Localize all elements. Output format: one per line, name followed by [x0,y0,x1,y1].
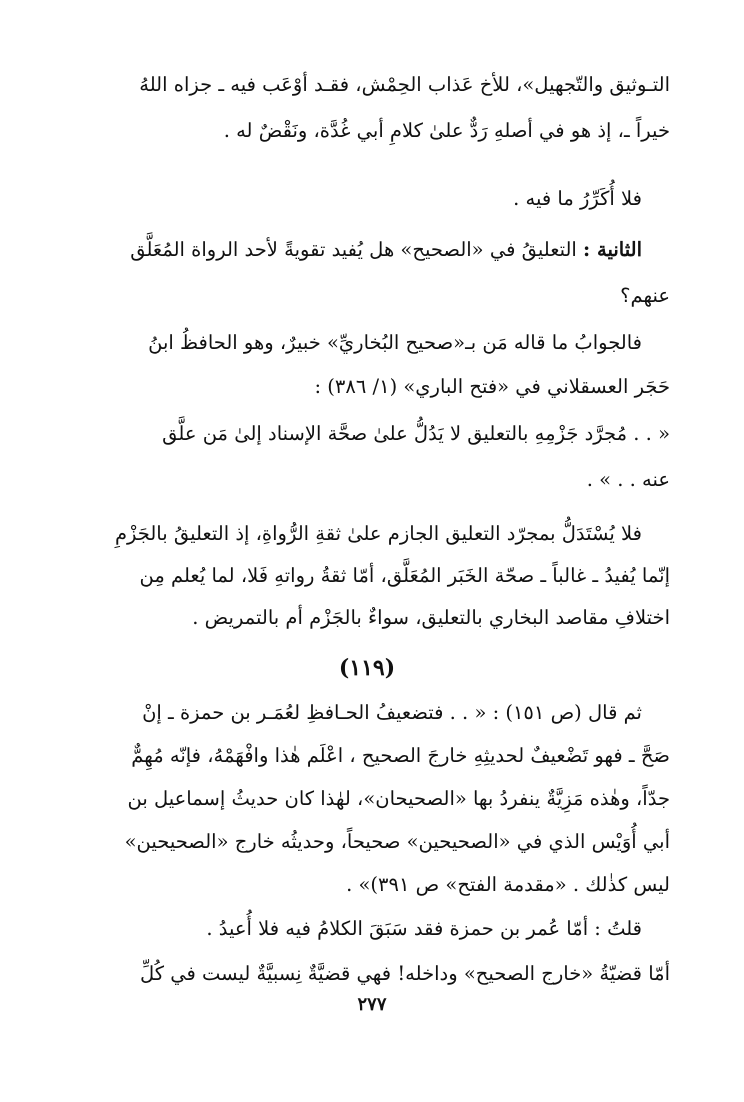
paragraph-3 [64,227,670,319]
text-line: إنّما يُفيدُ ـ غالباً ـ صحّة الخَبَر المُعَلَّق، أمّا ثقةُ رواتهِ فَلا، لما يُعلم مِن [139,564,670,587]
text-line: « . . مُجرَّد جَزْمِهِ بالتعليق لا يَدُلُّ علىٰ صحَّة الإسناد إلىٰ مَن علَّق [162,422,670,445]
quote-paragraph [64,411,670,503]
paragraph-2 [64,177,670,221]
paragraph-1 [64,62,670,167]
paragraph-9 [64,952,670,996]
text-line: جدّاً، وهٰذه مَزِيَّةٌ ينفردُ بها «الصحيحان»، لهٰذا كان حديثُ إسماعيل بن [127,787,670,810]
paragraph-7 [64,691,670,906]
text-line: ثم قال (ص ١٥١) : « . . فتضعيفُ الحـافظِ لعُمَـر بن حمزة ـ إنْ [142,701,642,724]
text-span: التعليقُ في «الصحيح» هل يُفيد تقويةً لأحد الرواة المُعَلَّق [130,238,577,261]
text-line: اختلافِ مقاصد البخاري بالتعليق، سواءٌ بالجَزْم أم بالتمريض . [192,606,670,629]
text-line: قلتُ : أمّا عُمر بن حمزة فقد سَبَقَ الكلامُ فيه فلا أُعيدُ . [206,917,642,940]
text-line [64,227,670,273]
text-line: عنهم؟ [620,284,670,307]
text-line: فلا أُكَرِّرُ ما فيه . [513,187,642,210]
text-line: عنه . . » . [586,468,670,491]
text-line: أمّا قضيّةُ «خارج الصحيح» وداخله! فهي قضيَّةٌ نِسبيَّةٌ ليست في كُلِّ [139,962,670,985]
page-number: ٢٧٧ [357,994,387,1015]
text-line: أبي أُوَيْس الذي في «الصحيحين» صحيحاً، وحديثُه خارج «الصحيحين» [124,830,670,853]
paragraph-6 [64,513,670,639]
text-line: ليس كذٰلك . «مقدمة الفتح» ص ٣٩١)» . [346,873,670,896]
paragraph-4 [64,321,670,409]
text-line: فالجوابُ ما قاله مَن بـ«صحيح البُخاريِّ» خبيرٌ، وهو الحافظُ ابنُ [148,331,642,354]
text-line: حَجَر العسقلاني في «فتح الباري» (١/ ٣٨٦) : [314,375,670,398]
section-number-heading: (١١٩) [338,655,396,681]
text-line: صَحَّ ـ فهو تَضْعيفٌ لحديثِهِ خارجَ الصحيح ، اعْلَم هٰذا وافْهَمْهُ، فإنّه مُهِمٌّ [131,744,670,767]
text-line: خيراً ـ، إذ هو في أصلهِ رَدٌّ علىٰ كلامِ أبي غُدَّة، ونَقْضٌ له . [223,119,670,142]
text-line: فلا يُسْتَدَلُّ بمجرّد التعليق الجازم علىٰ ثقةِ الرُّواةِ، إذ التعليقُ بالجَزْمِ [114,522,642,545]
text-line: التـوثيق والتّجهيل»، للأخ عَذاب الحِمْش، فقـد أوْعَب فيه ـ جزاه اللهُ [139,73,670,96]
paragraph-8 [64,906,670,952]
paragraph-label: الثانية : [583,238,642,261]
